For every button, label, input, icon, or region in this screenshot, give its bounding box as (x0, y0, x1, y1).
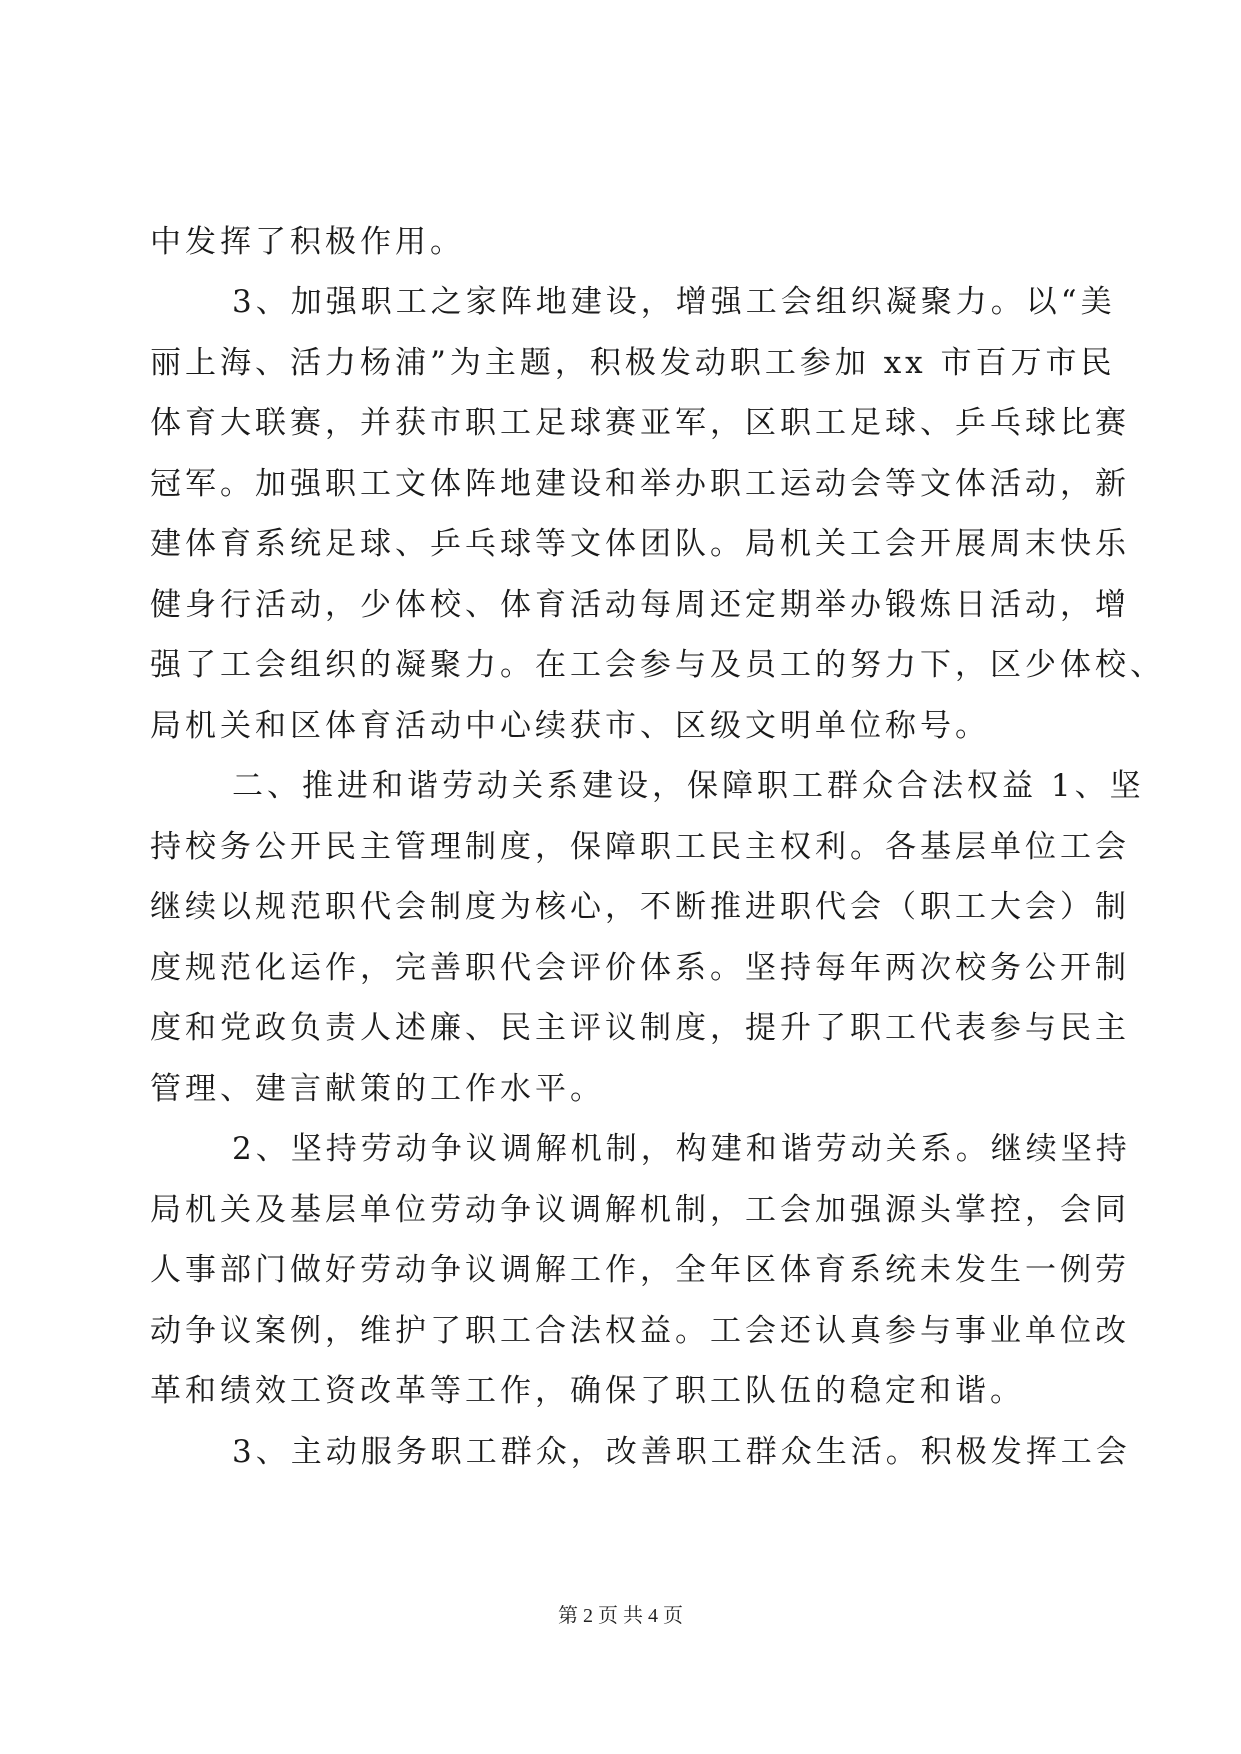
text-line: 局机关和区体育活动中心续获市、区级文明单位称号。 (150, 708, 990, 744)
text-line: 3、主动服务职工群众，改善职工群众生活。积极发挥工会 (232, 1434, 1131, 1470)
text-line: 强了工会组织的凝聚力。在工会参与及员工的努力下，区少体校、 (150, 647, 1165, 683)
text-line: 局机关及基层单位劳动争议调解机制，工会加强源头掌控，会同 (150, 1192, 1130, 1228)
text-line: 继续以规范职代会制度为核心，不断推进职代会（职工大会）制 (150, 889, 1130, 925)
text-line: 动争议案例，维护了职工合法权益。工会还认真参与事业单位改 (150, 1313, 1130, 1349)
text-line: 持校务公开民主管理制度，保障职工民主权利。各基层单位工会 (150, 829, 1130, 865)
text-line: 度和党政负责人述廉、民主评议制度，提升了职工代表参与民主 (150, 1010, 1130, 1046)
text-line: 二、推进和谐劳动关系建设，保障职工群众合法权益 1、坚 (232, 768, 1145, 804)
text-line: 管理、建言献策的工作水平。 (150, 1071, 605, 1107)
text-line: 人事部门做好劳动争议调解工作，全年区体育系统未发生一例劳 (150, 1252, 1130, 1288)
text-line: 建体育系统足球、乒乓球等文体团队。局机关工会开展周末快乐 (150, 526, 1130, 562)
text-line: 度规范化运作，完善职代会评价体系。坚持每年两次校务公开制 (150, 950, 1130, 986)
text-line: 丽上海、活力杨浦”为主题，积极发动职工参加 xx 市百万市民 (150, 345, 1116, 381)
text-line: 冠军。加强职工文体阵地建设和举办职工运动会等文体活动，新 (150, 466, 1130, 502)
text-line: 革和绩效工资改革等工作，确保了职工队伍的稳定和谐。 (150, 1373, 1025, 1409)
text-line: 健身行活动，少体校、体育活动每周还定期举办锻炼日活动，增 (150, 587, 1130, 623)
text-line: 体育大联赛，并获市职工足球赛亚军，区职工足球、乒乓球比赛 (150, 405, 1130, 441)
text-line: 3、加强职工之家阵地建设，增强工会组织凝聚力。以“美 (232, 284, 1116, 320)
text-line: 2、坚持劳动争议调解机制，构建和谐劳动关系。继续坚持 (232, 1131, 1131, 1167)
text-line: 中发挥了积极作用。 (150, 224, 465, 260)
page-footer: 第 2 页 共 4 页 (558, 1605, 683, 1627)
